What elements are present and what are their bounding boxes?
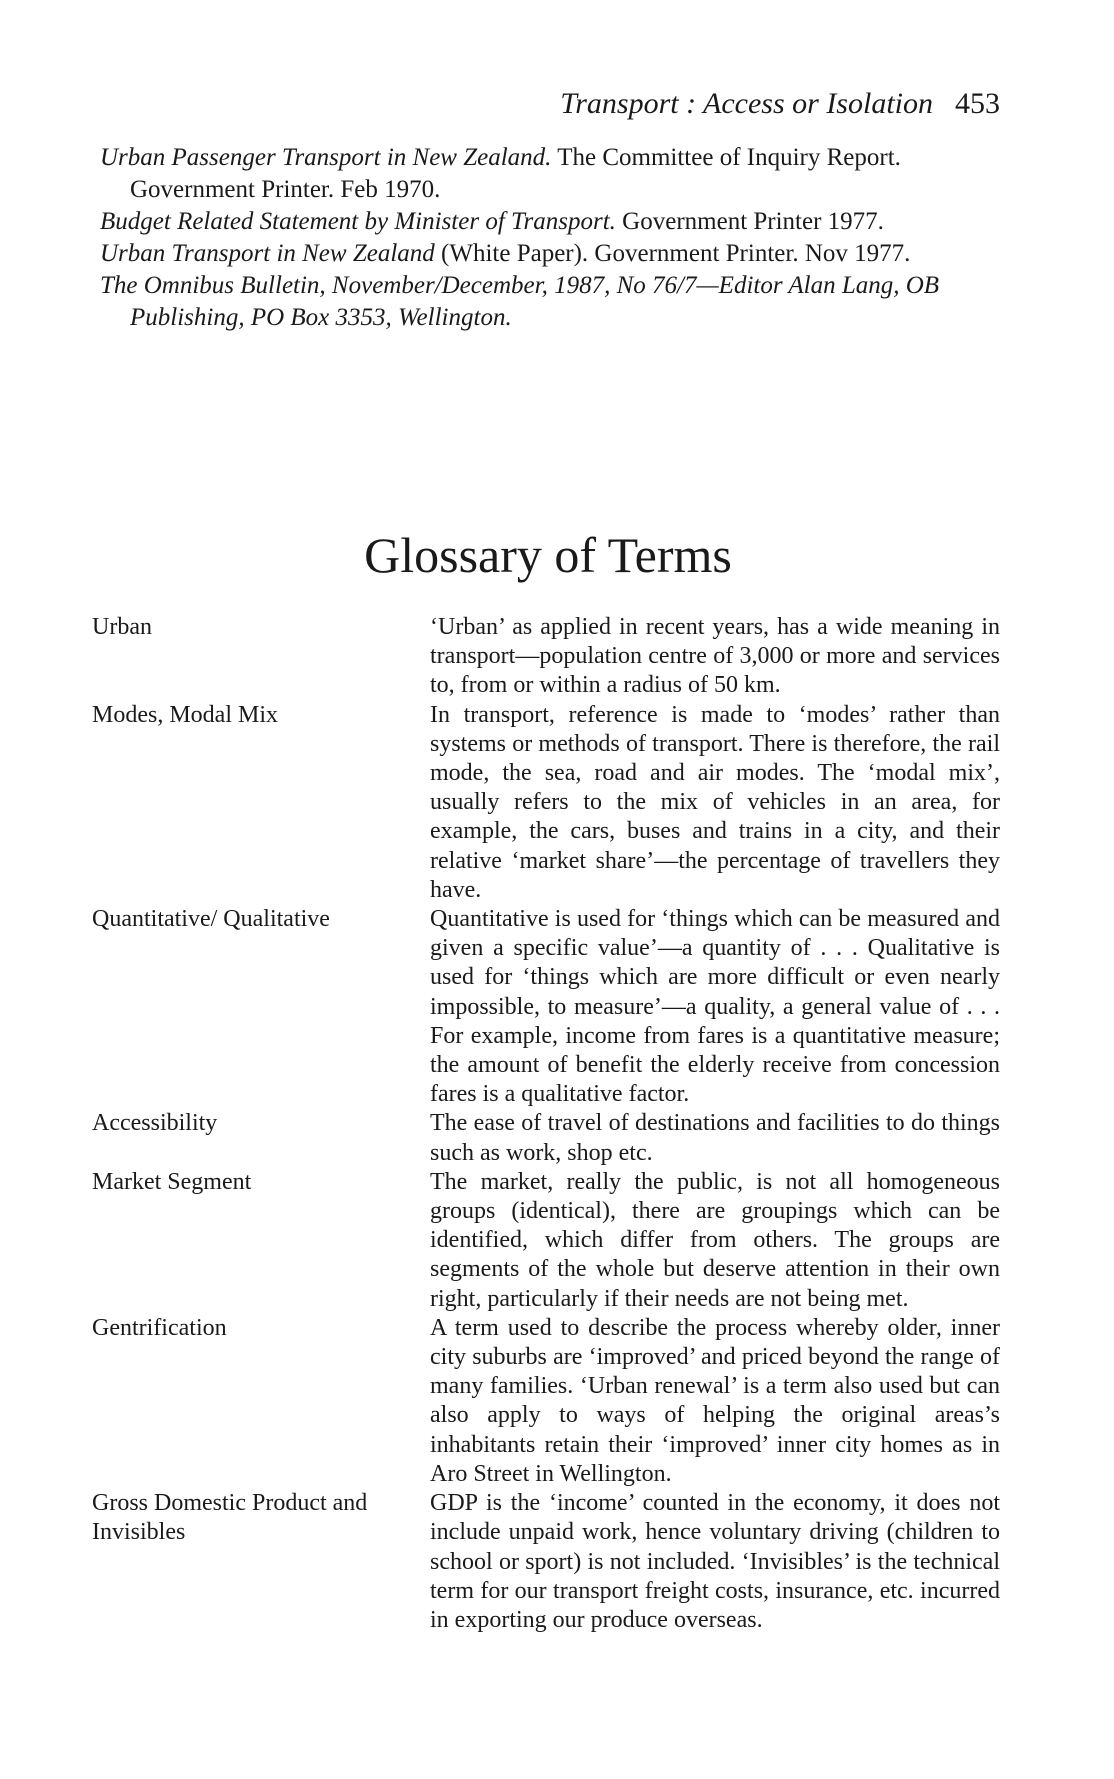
reference-details: The Committee of Inquiry Report. Government Printer. Feb 1970.	[130, 144, 901, 203]
reference-details: (White Paper). Government Printer. Nov 1977.	[434, 240, 911, 267]
glossary-entry	[92, 1109, 1000, 1167]
glossary-term: Market Segment	[92, 1168, 252, 1195]
glossary-entry	[92, 701, 1000, 905]
glossary-definition: Quantitative is used for ‘things which can be measured and given a specific value’—a quantity of . . . Qualitative is used for ‘things which are more difficult or even nearly impossible, to measure’—a quality, a general value of . . . For example, income from fares is a quantitative measure; the amount of benefit the elderly receive from concession fares is a qualitative factor.	[430, 906, 1000, 1108]
glossary-entry	[92, 1168, 1000, 1314]
reference-item	[100, 238, 1000, 270]
reference-details: Government Printer 1977.	[615, 208, 884, 235]
reference-item	[100, 142, 1000, 206]
glossary-term: Accessibility	[92, 1110, 218, 1137]
glossary-entry	[92, 613, 1000, 701]
glossary-definition: GDP is the ‘income’ counted in the economy, it does not include unpaid work, hence voluntary driving (children to school or sport) is not included. ‘Invisibles’ is the technical term for our transport freight costs, insurance, etc. incurred in exporting our produce overseas.	[430, 1490, 1000, 1633]
glossary-list	[92, 613, 1000, 1635]
glossary-term: Modes, Modal Mix	[92, 701, 278, 728]
reference-item	[100, 270, 1000, 334]
glossary-definition: The ease of travel of destinations and facilities to do things such as work, shop etc.	[430, 1110, 1000, 1166]
glossary-term: Gentrification	[92, 1314, 227, 1341]
glossary-entry	[92, 905, 1000, 1109]
glossary-definition: In transport, reference is made to ‘modes’ rather than systems or methods of transport. There is therefore, the rail mode, the sea, road and air modes. The ‘modal mix’, usually refers to the mix of vehicles in an area, for example, the cars, buses and trains in a city, and their relative ‘market share’—the percentage of travellers they have.	[430, 701, 1000, 903]
page-number: 453	[955, 87, 1000, 120]
glossary-term: Gross Domestic Product and Invisibles	[92, 1490, 368, 1546]
glossary-definition: ‘Urban’ as applied in recent years, has a wide meaning in transport—population centre of 3,000 or more and services to, from or within a radius of 50 km.	[430, 614, 1000, 699]
reference-title: Urban Passenger Transport in New Zealand.	[100, 144, 552, 171]
glossary-definition: The market, really the public, is not all homogeneous groups (identical), there are groupings which can be identified, which differ from others. The groups are segments of the whole but deserve attention in their own right, particularly if their needs are not being met.	[430, 1168, 1000, 1312]
running-title: Transport : Access or Isolation	[560, 87, 933, 120]
glossary-definition: A term used to describe the process whereby older, inner city suburbs are ‘improved’ and priced beyond the range of many families. ‘Urban renewal’ is a term also used but can also apply to ways of helping the original areas’s inhabitants retain their ‘improved’ inner city homes as in Aro Street in Wellington.	[430, 1314, 1000, 1487]
glossary-entry	[92, 1489, 1000, 1635]
page-header	[96, 86, 1000, 122]
reference-title: Urban Transport in New Zealand	[100, 240, 435, 267]
glossary-term: Quantitative/ Qualitative	[92, 906, 330, 933]
glossary-title: Glossary of Terms	[364, 527, 732, 583]
reference-title: Budget Related Statement by Minister of Transport.	[100, 208, 616, 235]
glossary-term: Urban	[92, 614, 152, 640]
glossary-entry	[92, 1314, 1000, 1489]
reference-title: The Omnibus Bulletin, November/December, 1987, No 76/7—Editor Alan Lang, OB Publishing, PO Box 3353, Wellington.	[100, 272, 940, 331]
reference-list	[100, 142, 1000, 334]
reference-item	[100, 206, 1000, 238]
